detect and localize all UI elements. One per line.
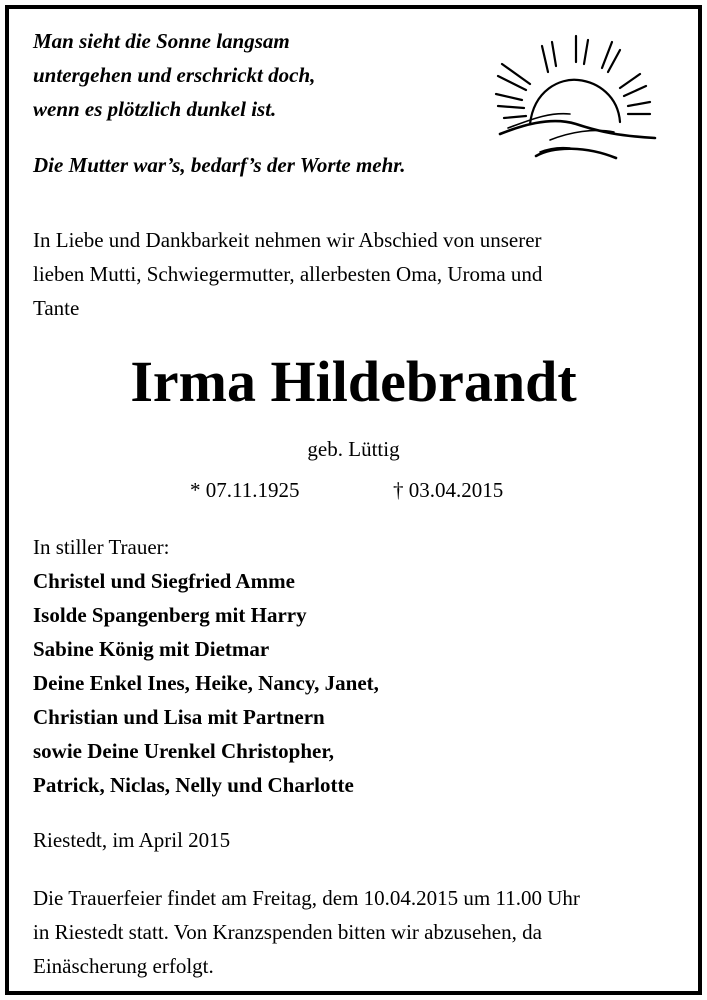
intro-line-2: lieben Mutti, Schwiegermutter, allerbesten Oma, Uroma und xyxy=(33,262,543,286)
funeral-line-2: in Riestedt statt. Von Kranzspenden bitten wir abzusehen, da xyxy=(33,920,542,944)
mourner-line: sowie Deine Urenkel Christopher, xyxy=(33,739,334,763)
mourner-line: Deine Enkel Ines, Heike, Nancy, Janet, xyxy=(33,671,379,695)
mourner-line: Christian und Lisa mit Partnern xyxy=(33,705,325,729)
deceased-name: Irma Hildebrandt xyxy=(130,349,577,414)
place-date: Riestedt, im April 2015 xyxy=(33,828,231,852)
funeral-line-3: Einäscherung erfolgt. xyxy=(33,954,214,978)
birth-date: * 07.11.1925 xyxy=(190,478,300,502)
death-date: † 03.04.2015 xyxy=(393,478,504,502)
intro-line-3: Tante xyxy=(33,296,80,320)
poem-line-1: Man sieht die Sonne langsam xyxy=(33,29,290,53)
poem-line-2: untergehen und erschrickt doch, xyxy=(33,63,316,87)
mourner-line: Isolde Spangenberg mit Harry xyxy=(33,603,307,627)
sunset-icon xyxy=(490,28,665,168)
poem-closing: Die Mutter war’s, bedarf’s der Worte mehr. xyxy=(33,153,406,177)
funeral-line-1: Die Trauerfeier findet am Freitag, dem 10.04.2015 um 11.00 Uhr xyxy=(33,886,580,910)
mourners-heading: In stiller Trauer: xyxy=(33,535,170,559)
mourner-line: Christel und Siegfried Amme xyxy=(33,569,295,593)
mourner-line: Patrick, Niclas, Nelly und Charlotte xyxy=(33,773,354,797)
maiden-name: geb. Lüttig xyxy=(307,437,400,461)
poem-line-3: wenn es plötzlich dunkel ist. xyxy=(33,97,277,121)
mourner-line: Sabine König mit Dietmar xyxy=(33,637,270,661)
intro-line-1: In Liebe und Dankbarkeit nehmen wir Abschied von unserer xyxy=(33,228,542,252)
